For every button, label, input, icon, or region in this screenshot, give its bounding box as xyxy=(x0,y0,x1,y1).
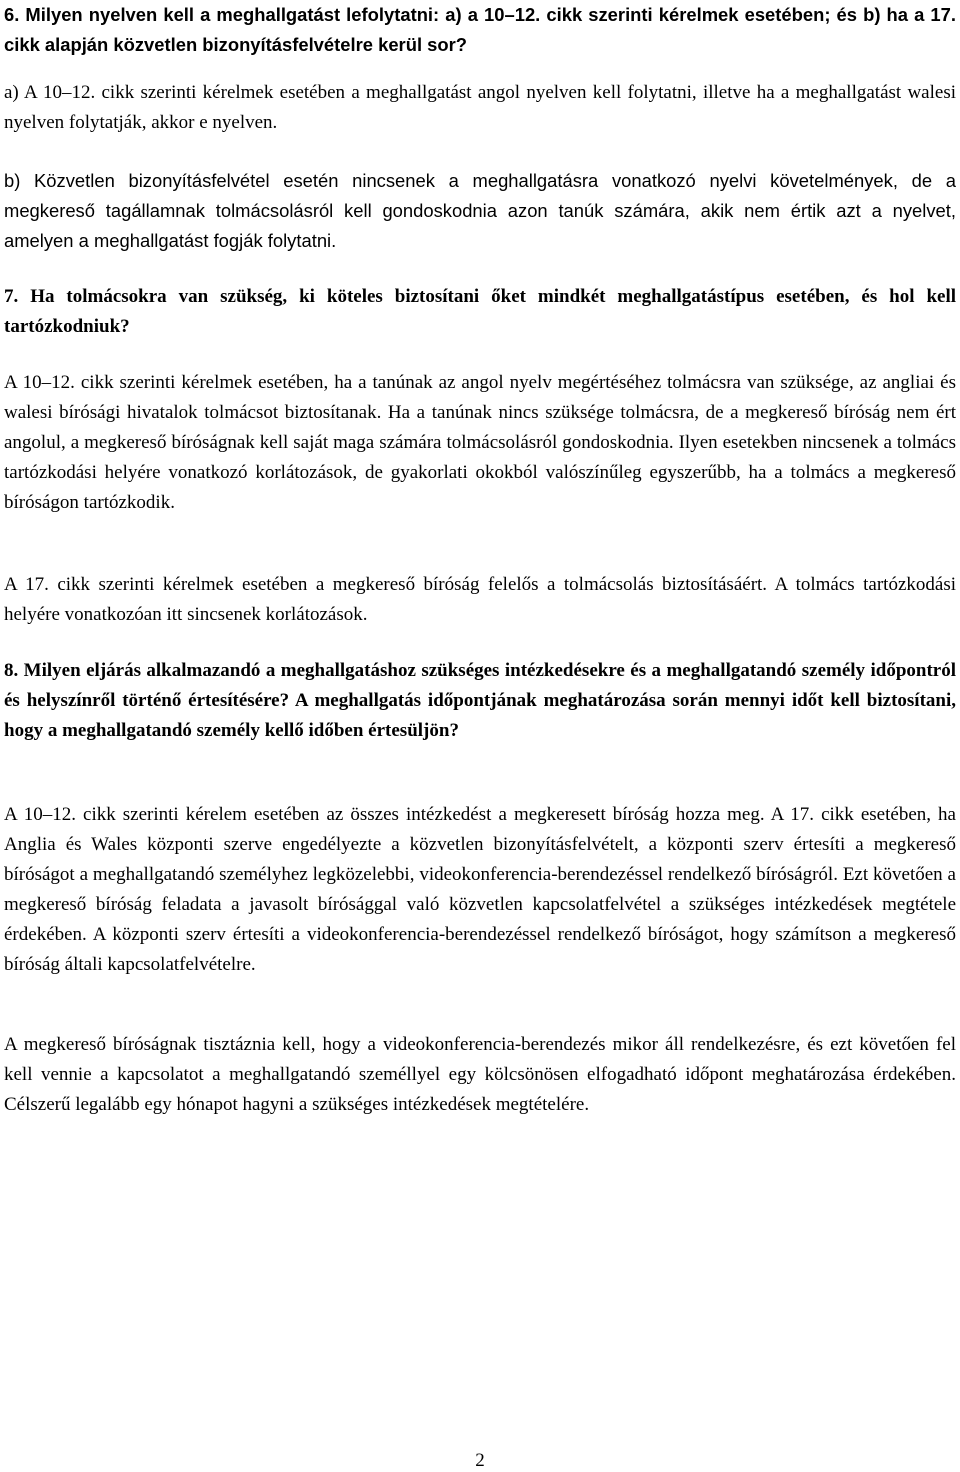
answer-6b: b) Közvetlen bizonyításfelvétel esetén nincsenek a meghallgatásra vonatkozó nyelvi követelmények, de a megkereső tagállamnak tolmácsolásról kell gondoskodnia azon tanúk számára, akik nem értik azt a nyelvet, amelyen a meghallgatást fogják folytatni. xyxy=(4,170,956,251)
answer-7-para-2: A 17. cikk szerinti kérelmek esetében a megkereső bíróság felelős a tolmácsolás biztosításáért. A tolmács tartózkodási helyére vonatkozóan itt sincsenek korlátozások. xyxy=(4,574,956,625)
answer-8-para-2: A megkereső bíróságnak tisztáznia kell, hogy a videokonferencia-berendezés mikor áll rendelkezésre, és ezt követően fel kell vennie a kapcsolatot a meghallgatandó személlyel egy kölcsönösen elfogadható időpont meghatározása érdekében. Célszerű legalább egy hónapot hagyni a szükséges intézkedések megtételére. xyxy=(4,1034,956,1115)
question-8: 8. Milyen eljárás alkalmazandó a meghallgatáshoz szükséges intézkedésekre és a meghallgatandó személy időpontról és helyszínről történő értesítésére? A meghallgatás időpontjának meghatározása során mennyi időt kell biztosítani, hogy a meghallgatandó személy kellő időben értesüljön? xyxy=(4,660,956,741)
answer-8-para-1: A 10–12. cikk szerinti kérelem esetében az összes intézkedést a megkeresett bíróság hozza meg. A 17. cikk esetében, ha Anglia és Wales központi szerve engedélyezte a közvetlen bizonyításfelvételt, a központi szerv értesíti a megkereső bíróságot a meghallgatandó személyhez legközelebbi, videokonferencia-berendezéssel rendelkező bíróságról. Ezt követően a megkereső bíróság feladata a javasolt bírósággal való közvetlen kapcsolatfelvétel a szükséges intézkedések megtétele érdekében. A központi szerv értesíti a videokonferencia-berendezéssel rendelkező bíróságot, hogy számítson a megkereső bíróság általi kapcsolatfelvételre. xyxy=(4,804,956,975)
question-7: 7. Ha tolmácsokra van szükség, ki köteles biztosítani őket mindkét meghallgatástípus esetében, és hol kell tartózkodniuk? xyxy=(4,286,956,337)
answer-6a: a) A 10–12. cikk szerinti kérelmek esetében a meghallgatást angol nyelven kell folytatni, illetve ha a meghallgatást walesi nyelven folytatják, akkor e nyelven. xyxy=(4,82,956,133)
answer-7-para-1: A 10–12. cikk szerinti kérelmek esetében, ha a tanúnak az angol nyelv megértéséhez tolmácsra van szüksége, az angliai és walesi bírósági hivatalok tolmácsot biztosítanak. Ha a tanúnak nincs szüksége tolmácsra, de a megkereső bíróság nem ért angolul, a megkereső bíróságnak kell saját maga számára tolmácsolásról gondoskodnia. Ilyen esetekben nincsenek a tolmács tartózkodási helyére vonatkozó korlátozások, de gyakorlati okokból valószínűleg egyszerűbb, ha a tolmács a megkereső bíróságon tartózkodik. xyxy=(4,372,956,513)
question-6: 6. Milyen nyelven kell a meghallgatást lefolytatni: a) a 10–12. cikk szerinti kérelmek esetében; és b) ha a 17. cikk alapján közvetlen bizonyításfelvételre kerül sor? xyxy=(4,4,956,55)
page-number: 2 xyxy=(475,1450,485,1471)
